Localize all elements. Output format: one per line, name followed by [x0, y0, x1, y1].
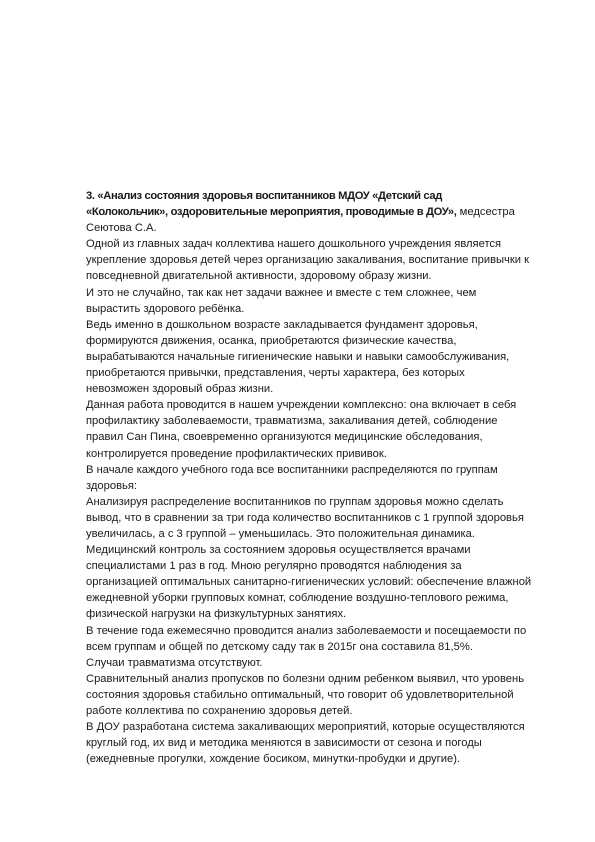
text-line: В течение года ежемесячно проводится анализ заболеваемости и посещаемости по: [86, 624, 527, 637]
text-line: состояния здоровья стабильно оптимальный, что говорит об удовлетворительной: [86, 688, 514, 701]
body-text: [86, 236, 566, 767]
text-line: физической нагрузки на физкультурных занятиях.: [86, 608, 347, 621]
heading-line-2-role: медсестра: [456, 206, 515, 219]
text-line: (ежедневные прогулки, хождение босиком, минутки-пробудки и другие).: [86, 753, 461, 766]
text-line: круглый год, их вид и методика меняются в зависимости от сезона и погоды: [86, 737, 482, 750]
text-line: Медицинский контроль за состоянием здоровья осуществляется врачами: [86, 544, 471, 557]
text-line: профилактику заболеваемости, травматизма, закаливания детей, соблюдение: [86, 415, 498, 428]
text-line: Анализируя распределение воспитанников по группам здоровья можно сделать: [86, 495, 504, 508]
text-line: Ведь именно в дошкольном возрасте закладывается фундамент здоровья,: [86, 318, 478, 331]
text-line: укрепление здоровья детей через организацию закаливания, воспитание привычки к: [86, 254, 530, 267]
text-line: работе коллектива по сохранению здоровья детей.: [86, 705, 353, 717]
text-line: здоровья:: [86, 479, 138, 492]
text-line: повседневной двигательной активности, здоровому образу жизни.: [86, 270, 432, 283]
text-line: И это не случайно, так как нет задачи важнее и вместе с тем сложнее, чем: [86, 286, 477, 299]
text-line: Случаи травматизма отсутствуют.: [86, 656, 263, 669]
heading-line-2: [86, 204, 566, 220]
text-line: формируются движения, осанка, приобретаются физические качества,: [86, 334, 457, 347]
heading-line-2-bold: «Колокольчик», оздоровительные мероприятия, проводимые в ДОУ»,: [86, 206, 457, 219]
text-line: правил Сан Пина, своевременно организуются медицинские обследования,: [86, 431, 483, 444]
text-line: ежедневной уборки групповых комнат, соблюдение воздушно-теплового режима,: [86, 592, 509, 605]
text-line: вырабатываются начальные гигиенические навыки и навыки самообслуживания,: [86, 350, 510, 363]
heading-line-1: 3. «Анализ состояния здоровья воспитанников МДОУ «Детский сад: [86, 190, 443, 202]
text-line: увеличилась, а с 3 группой – уменьшилась. Это положительная динамика.: [86, 527, 475, 540]
text-line: специалистами 1 раз в год. Мною регулярно проводятся наблюдения за: [86, 560, 462, 573]
text-line: всем группам и общей по детскому саду так в 2015г она составила 81,5%.: [86, 640, 473, 653]
text-line: В ДОУ разработана система закаливающих мероприятий, которые осуществляются: [86, 721, 525, 734]
text-line: невозможен здоровый образ жизни.: [86, 383, 274, 396]
text-line: Одной из главных задач коллектива нашего дошкольного учреждения является: [86, 238, 502, 251]
text-line: вырастить здорового ребёнка.: [86, 302, 245, 315]
text-line: Сравнительный анализ пропусков по болезни одним ребенком выявил, что уровень: [86, 672, 525, 685]
text-line: организацией оптимальных санитарно-гигиенических условий: обеспечение влажной: [86, 576, 532, 589]
text-line: В начале каждого учебного года все воспитанники распределяются по группам: [86, 463, 498, 476]
text-line: контролируется проведение профилактических прививок.: [86, 447, 387, 460]
text-line: приобретаются привычки, представления, черты характера, без которых: [86, 367, 465, 380]
text-line: вывод, что в сравнении за три года количество воспитанников с 1 группой здоровья: [86, 511, 524, 524]
document-body: [86, 188, 566, 767]
text-line: Данная работа проводится в нашем учреждении комплексно: она включает в себя: [86, 399, 517, 412]
heading-author: Сеютова С.А.: [86, 222, 157, 235]
